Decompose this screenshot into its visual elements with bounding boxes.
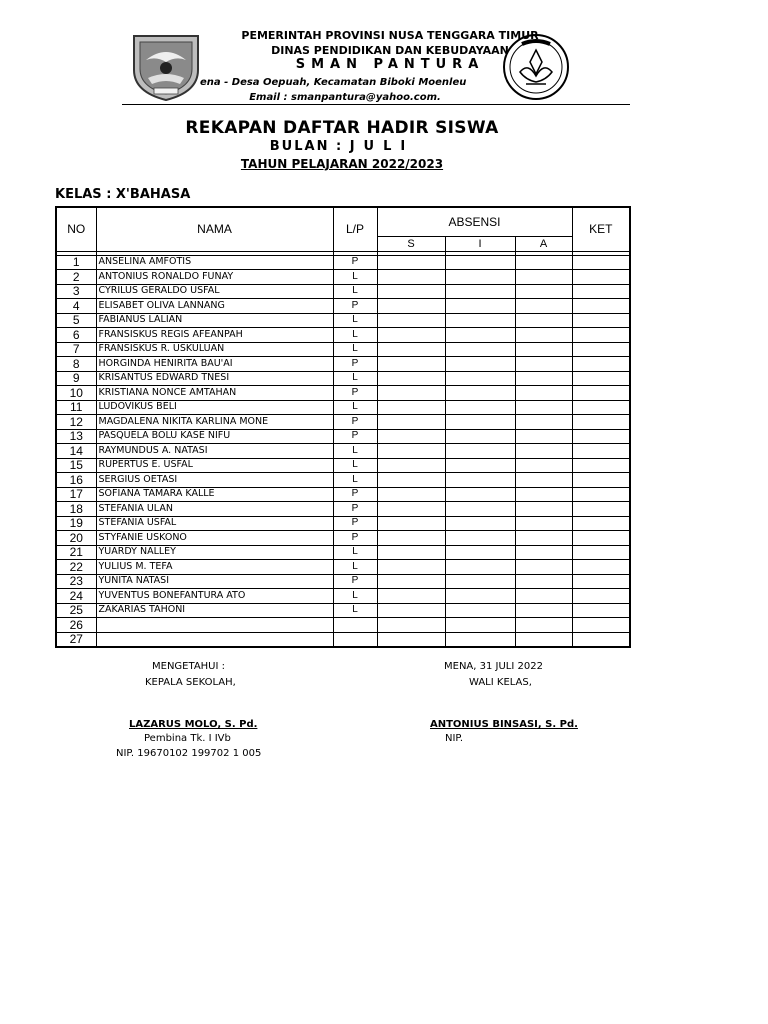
student-gender: L [333,545,377,560]
remarks [572,313,630,328]
absence-alpa [515,545,572,560]
absence-sakit [377,313,445,328]
absence-sakit [377,415,445,430]
row-number: 13 [56,429,96,444]
row-number: 7 [56,342,96,357]
table-row [56,603,630,618]
absence-alpa [515,386,572,401]
absence-alpa [515,531,572,546]
student-gender: P [333,574,377,589]
absence-sakit [377,502,445,517]
academic-year: TAHUN PELAJARAN 2022/2023 [240,157,444,171]
row-number: 8 [56,357,96,372]
header-absensi: ABSENSI [377,207,572,236]
absence-sakit [377,371,445,386]
absence-izin [445,487,515,502]
absence-sakit [377,429,445,444]
absence-sakit [377,589,445,604]
remarks [572,531,630,546]
absence-izin [445,516,515,531]
school-name: SMAN PANTURA [295,57,485,72]
absence-izin [445,560,515,575]
row-number: 4 [56,299,96,314]
remarks [572,618,630,633]
remarks [572,371,630,386]
principal-nip: NIP. 19670102 199702 1 005 [116,748,262,759]
remarks [572,632,630,647]
absence-sakit [377,400,445,415]
row-number: 17 [56,487,96,502]
student-name: STYFANIE USKONO [96,531,333,546]
student-name: PASQUELA BOLU KASE NIFU [96,429,333,444]
student-gender: L [333,589,377,604]
absence-izin [445,270,515,285]
student-name: STEFANIA ULAN [96,502,333,517]
absence-izin [445,371,515,386]
absence-izin [445,415,515,430]
student-name: CYRILUS GERALDO USFAL [96,284,333,299]
student-gender: P [333,299,377,314]
student-gender: P [333,531,377,546]
remarks [572,574,630,589]
absence-sakit [377,328,445,343]
absence-alpa [515,632,572,647]
row-number: 14 [56,444,96,459]
acknowledge-label: MENGETAHUI : [152,661,226,672]
table-row [56,531,630,546]
report-title: REKAPAN DAFTAR HADIR SISWA [185,118,499,138]
student-gender: L [333,458,377,473]
remarks [572,502,630,517]
student-name: ANSELINA AMFOTIS [96,255,333,270]
student-gender: P [333,357,377,372]
student-name [96,632,333,647]
table-row [56,357,630,372]
student-gender: L [333,284,377,299]
remarks [572,444,630,459]
student-name: LUDOVIKUS BELI [96,400,333,415]
letterhead-divider [122,104,630,105]
absence-izin [445,618,515,633]
row-number: 27 [56,632,96,647]
table-row [56,502,630,517]
absence-izin [445,574,515,589]
absence-alpa [515,328,572,343]
remarks [572,487,630,502]
absence-sakit [377,632,445,647]
attendance-table [55,206,631,648]
row-number: 24 [56,589,96,604]
student-name: FRANSISKUS REGIS AFEANPAH [96,328,333,343]
absence-sakit [377,603,445,618]
remarks [572,429,630,444]
absence-alpa [515,255,572,270]
absence-sakit [377,560,445,575]
absence-sakit [377,458,445,473]
absence-izin [445,531,515,546]
student-name: KRISANTUS EDWARD TNESI [96,371,333,386]
header-alpa: A [515,236,572,251]
student-name: FABIANUS LALIAN [96,313,333,328]
student-gender: P [333,255,377,270]
absence-sakit [377,473,445,488]
absence-izin [445,299,515,314]
student-gender [333,632,377,647]
absence-alpa [515,473,572,488]
table-row [56,444,630,459]
header-ket: KET [572,207,630,251]
student-name: ELISABET OLIVA LANNANG [96,299,333,314]
row-number: 18 [56,502,96,517]
absence-izin [445,603,515,618]
header-no: NO [56,207,96,251]
row-number: 21 [56,545,96,560]
letterhead-line-1: PEMERINTAH PROVINSI NUSA TENGGARA TIMUR [241,29,539,42]
table-row [56,284,630,299]
table-row [56,313,630,328]
school-address: ena - Desa Oepuah, Kecamatan Biboki Moenleu [200,77,467,88]
absence-sakit [377,255,445,270]
absence-sakit [377,342,445,357]
header-sakit: S [377,236,445,251]
remarks [572,328,630,343]
table-row [56,371,630,386]
absence-alpa [515,342,572,357]
student-name: YUVENTUS BONEFANTURA ATO [96,589,333,604]
absence-sakit [377,531,445,546]
row-number: 22 [56,560,96,575]
absence-alpa [515,589,572,604]
student-name: FRANSISKUS R. USKULUAN [96,342,333,357]
header-izin: I [445,236,515,251]
table-row [56,299,630,314]
remarks [572,473,630,488]
row-number: 2 [56,270,96,285]
remarks [572,589,630,604]
table-row [56,386,630,401]
student-name: SERGIUS OETASI [96,473,333,488]
absence-alpa [515,313,572,328]
row-number: 12 [56,415,96,430]
homeroom-nip: NIP. [445,733,464,744]
absence-izin [445,313,515,328]
table-row [56,458,630,473]
absence-izin [445,429,515,444]
absence-sakit [377,444,445,459]
student-gender: L [333,270,377,285]
remarks [572,357,630,372]
table-row [56,328,630,343]
report-month [0,139,684,154]
table-row [56,415,630,430]
row-number: 6 [56,328,96,343]
student-gender: L [333,400,377,415]
student-gender: L [333,328,377,343]
table-row [56,589,630,604]
student-gender [333,618,377,633]
absence-izin [445,386,515,401]
student-gender: P [333,487,377,502]
absence-izin [445,284,515,299]
month-value: JULI [349,139,415,154]
student-gender: L [333,473,377,488]
student-gender: P [333,415,377,430]
absence-alpa [515,502,572,517]
row-number: 9 [56,371,96,386]
student-gender: P [333,429,377,444]
student-name: MAGDALENA NIKITA KARLINA MONE [96,415,333,430]
row-number: 15 [56,458,96,473]
absence-sakit [377,574,445,589]
student-name: HORGINDA HENIRITA BAU'AI [96,357,333,372]
student-name [96,618,333,633]
absence-izin [445,328,515,343]
remarks [572,299,630,314]
absence-izin [445,502,515,517]
table-row [56,487,630,502]
student-gender: P [333,516,377,531]
remarks [572,386,630,401]
student-name: ZAKARIAS TAHONI [96,603,333,618]
student-name: RUPERTUS E. USFAL [96,458,333,473]
letterhead-line-2: DINAS PENDIDIKAN DAN KEBUDAYAAN [271,44,509,57]
absence-alpa [515,400,572,415]
student-gender: L [333,313,377,328]
absence-izin [445,400,515,415]
class-label: KELAS : X'BAHASA [55,187,191,202]
absence-alpa [515,487,572,502]
table-row [56,618,630,633]
student-name: YUNITA NATASI [96,574,333,589]
absence-izin [445,473,515,488]
row-number: 3 [56,284,96,299]
student-gender: L [333,444,377,459]
table-row [56,574,630,589]
absence-alpa [515,560,572,575]
row-number: 16 [56,473,96,488]
absence-sakit [377,284,445,299]
remarks [572,458,630,473]
table-row [56,270,630,285]
row-number: 26 [56,618,96,633]
absence-izin [445,632,515,647]
remarks [572,545,630,560]
remarks [572,400,630,415]
remarks [572,255,630,270]
absence-izin [445,545,515,560]
student-gender: P [333,386,377,401]
student-gender: L [333,371,377,386]
student-name: YULIUS M. TEFA [96,560,333,575]
homeroom-name: ANTONIUS BINSASI, S. Pd. [430,719,578,730]
absence-alpa [515,270,572,285]
homeroom-role: WALI KELAS, [469,677,532,688]
absence-izin [445,357,515,372]
table-row [56,632,630,647]
student-name: YUARDY NALLEY [96,545,333,560]
absence-sakit [377,487,445,502]
student-name: SOFIANA TAMARA KALLE [96,487,333,502]
student-name: RAYMUNDUS A. NATASI [96,444,333,459]
row-number: 23 [56,574,96,589]
table-row [56,429,630,444]
table-row [56,255,630,270]
header-nama: NAMA [96,207,333,251]
absence-izin [445,589,515,604]
remarks [572,516,630,531]
absence-alpa [515,516,572,531]
remarks [572,342,630,357]
absence-izin [445,255,515,270]
principal-name: LAZARUS MOLO, S. Pd. [129,719,258,730]
row-number: 5 [56,313,96,328]
absence-sakit [377,618,445,633]
remarks [572,284,630,299]
row-number: 10 [56,386,96,401]
table-row [56,545,630,560]
month-label: BULAN : [269,139,344,154]
principal-role: KEPALA SEKOLAH, [145,677,236,688]
school-email: Email : smanpantura@yahoo.com. [249,92,441,103]
absence-izin [445,458,515,473]
table-row [56,342,630,357]
table-row [56,516,630,531]
absence-izin [445,342,515,357]
absence-sakit [377,545,445,560]
student-name: STEFANIA USFAL [96,516,333,531]
province-emblem-icon [128,32,204,102]
student-gender: L [333,603,377,618]
absence-alpa [515,444,572,459]
student-name: KRISTIANA NONCE AMTAHAN [96,386,333,401]
absence-alpa [515,357,572,372]
row-number: 1 [56,255,96,270]
principal-rank: Pembina Tk. I IVb [144,733,231,744]
absence-izin [445,444,515,459]
remarks [572,415,630,430]
absence-alpa [515,415,572,430]
absence-alpa [515,429,572,444]
absence-alpa [515,284,572,299]
absence-sakit [377,270,445,285]
row-number: 25 [56,603,96,618]
place-date: MENA, 31 JULI 2022 [444,661,543,672]
absence-alpa [515,618,572,633]
absence-sakit [377,386,445,401]
student-gender: L [333,560,377,575]
row-number: 19 [56,516,96,531]
student-gender: L [333,342,377,357]
table-row [56,400,630,415]
absence-alpa [515,458,572,473]
absence-alpa [515,574,572,589]
remarks [572,270,630,285]
table-row [56,473,630,488]
absence-alpa [515,603,572,618]
student-name: ANTONIUS RONALDO FUNAY [96,270,333,285]
absence-sakit [377,299,445,314]
student-gender: P [333,502,377,517]
absence-alpa [515,299,572,314]
header-lp: L/P [333,207,377,251]
absence-sakit [377,357,445,372]
table-row [56,560,630,575]
remarks [572,603,630,618]
row-number: 20 [56,531,96,546]
absence-alpa [515,371,572,386]
remarks [572,560,630,575]
absence-sakit [377,516,445,531]
row-number: 11 [56,400,96,415]
